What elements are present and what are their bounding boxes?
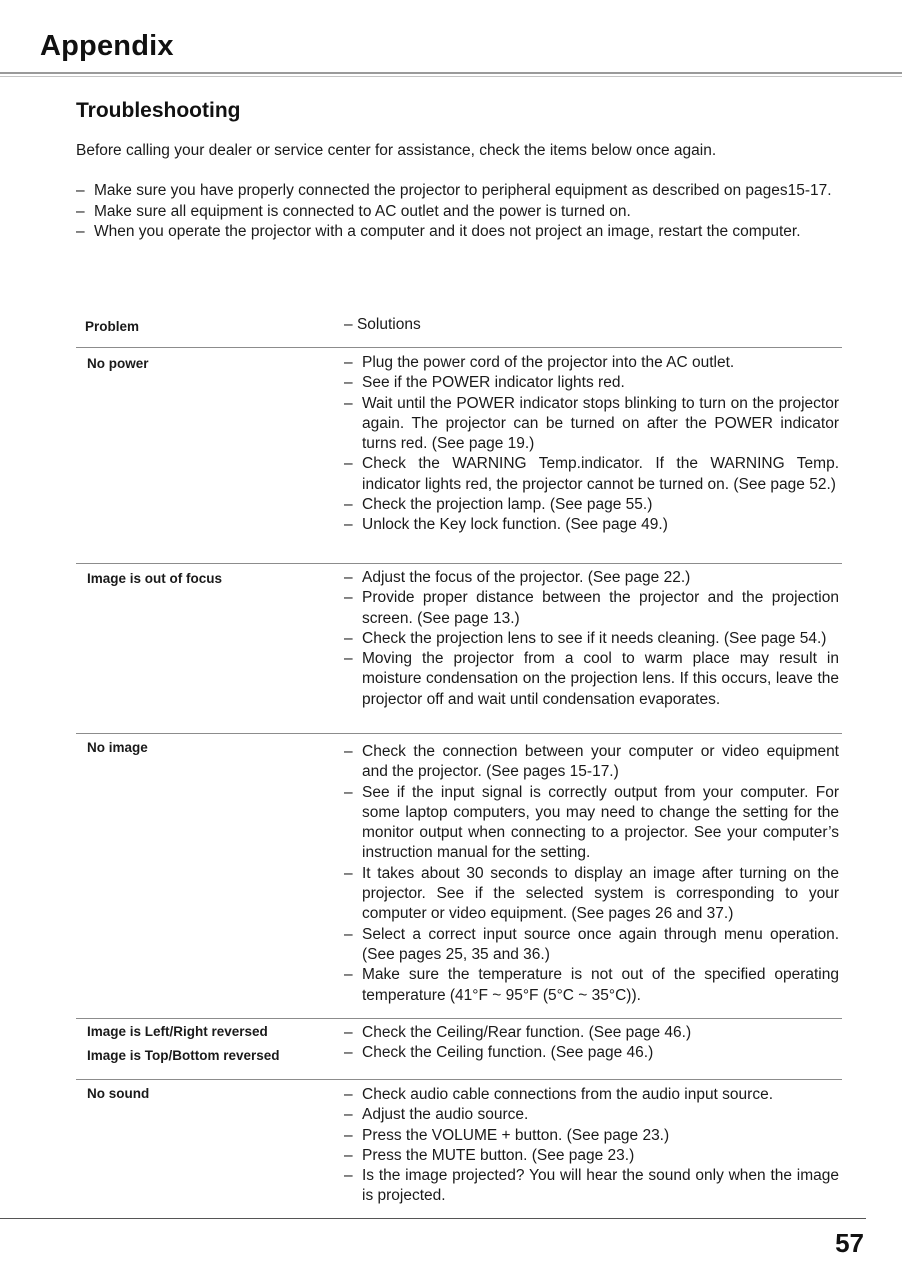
problem-text: No power xyxy=(87,356,149,371)
problem-text: No image xyxy=(87,740,148,755)
solution-item: – Provide proper distance between the projector and the projection screen. (See page 13.) xyxy=(344,588,839,629)
check-item: – When you operate the projector with a computer and it does not project an image, restart the computer. xyxy=(76,222,840,243)
solution-item: – It takes about 30 seconds to display an image after turning on the projector. See if the selected system is corresponding to your computer or video equipment. (See pages 26 and 37.) xyxy=(344,864,839,925)
problem-column-header: Problem xyxy=(85,319,140,334)
solution-item: – See if the input signal is correctly output from your computer. For some laptop computers, you may need to change the setting for the monitor output when connecting to a projector. See your computer’s instruction manual for the setting. xyxy=(344,783,839,864)
table-divider xyxy=(76,563,842,564)
solutions-list xyxy=(344,568,839,710)
problem-text: Image is Top/Bottom reversed xyxy=(87,1048,280,1063)
table-divider xyxy=(76,733,842,734)
table-divider xyxy=(76,1079,842,1080)
solutions-column-header: – Solutions xyxy=(344,316,421,333)
table-divider xyxy=(76,347,842,348)
solution-item: – Wait until the POWER indicator stops blinking to turn on the projector again. The projector can be turned on after the POWER indicator turns red. (See page 19.) xyxy=(344,394,839,455)
pre-check-list xyxy=(76,181,840,243)
solution-item: – Press the MUTE button. (See page 23.) xyxy=(344,1146,839,1166)
problem-text: Image is Left/Right reversed xyxy=(87,1024,268,1039)
solution-item: – Check the Ceiling function. (See page 46.) xyxy=(344,1043,839,1063)
page-number: 57 xyxy=(835,1228,864,1258)
solutions-list xyxy=(344,1023,839,1064)
solution-item: – Moving the projector from a cool to warm place may result in moisture condensation on the projection lens. If this occurs, leave the projector off and wait until condensation evaporates. xyxy=(344,649,839,710)
solutions-list xyxy=(344,1085,839,1207)
check-item: – Make sure all equipment is connected to AC outlet and the power is turned on. xyxy=(76,202,840,223)
solution-item: – Make sure the temperature is not out of the specified operating temperature (41°F ~ 95°F (5°C ~ 35°C)). xyxy=(344,965,839,1006)
problem-label xyxy=(87,1082,149,1106)
table-header xyxy=(76,314,842,348)
solutions-list xyxy=(344,353,839,536)
problem-label xyxy=(87,352,149,376)
header-rule xyxy=(0,72,902,74)
solution-item: – Check the Ceiling/Rear function. (See page 46.) xyxy=(344,1023,839,1043)
solution-item: – Check the connection between your computer or video equipment and the projector. (See pages 15-17.) xyxy=(344,742,839,783)
solution-item: – See if the POWER indicator lights red. xyxy=(344,373,839,393)
footer-rule xyxy=(0,1218,866,1219)
solution-item: – Check the projection lamp. (See page 55.) xyxy=(344,495,839,515)
check-item: – Make sure you have properly connected the projector to peripheral equipment as described on pages15-17. xyxy=(76,181,840,202)
troubleshooting-title: Troubleshooting xyxy=(76,99,241,122)
problem-label xyxy=(87,1020,280,1068)
header-rule-thin xyxy=(0,76,902,77)
solution-item: – Adjust the audio source. xyxy=(344,1105,839,1125)
table-divider xyxy=(76,1018,842,1019)
solution-item: – Press the VOLUME + button. (See page 23.) xyxy=(344,1126,839,1146)
solution-item: – Check audio cable connections from the audio input source. xyxy=(344,1085,839,1105)
problem-label xyxy=(87,736,148,760)
solution-item: – Check the projection lens to see if it needs cleaning. (See page 54.) xyxy=(344,629,839,649)
intro-paragraph: Before calling your dealer or service center for assistance, check the items below once again. xyxy=(76,142,717,159)
solution-item: – Check the WARNING Temp.indicator. If the WARNING Temp. indicator lights red, the projector cannot be turned on. (See page 52.) xyxy=(344,454,839,495)
solution-item: – Unlock the Key lock function. (See page 49.) xyxy=(344,515,839,535)
problem-text: No sound xyxy=(87,1086,150,1101)
solutions-header-label: Solutions xyxy=(356,316,421,333)
solution-item: – Adjust the focus of the projector. (See page 22.) xyxy=(344,568,839,588)
section-title: Appendix xyxy=(40,30,174,62)
problem-label xyxy=(87,567,222,591)
solution-item: – Plug the power cord of the projector into the AC outlet. xyxy=(344,353,839,373)
solutions-list xyxy=(344,742,839,1006)
problem-text: Image is out of focus xyxy=(87,571,223,586)
solution-item: – Is the image projected? You will hear the sound only when the image is projected. xyxy=(344,1166,839,1207)
solution-item: – Select a correct input source once again through menu operation. (See pages 25, 35 and 36.) xyxy=(344,925,839,966)
